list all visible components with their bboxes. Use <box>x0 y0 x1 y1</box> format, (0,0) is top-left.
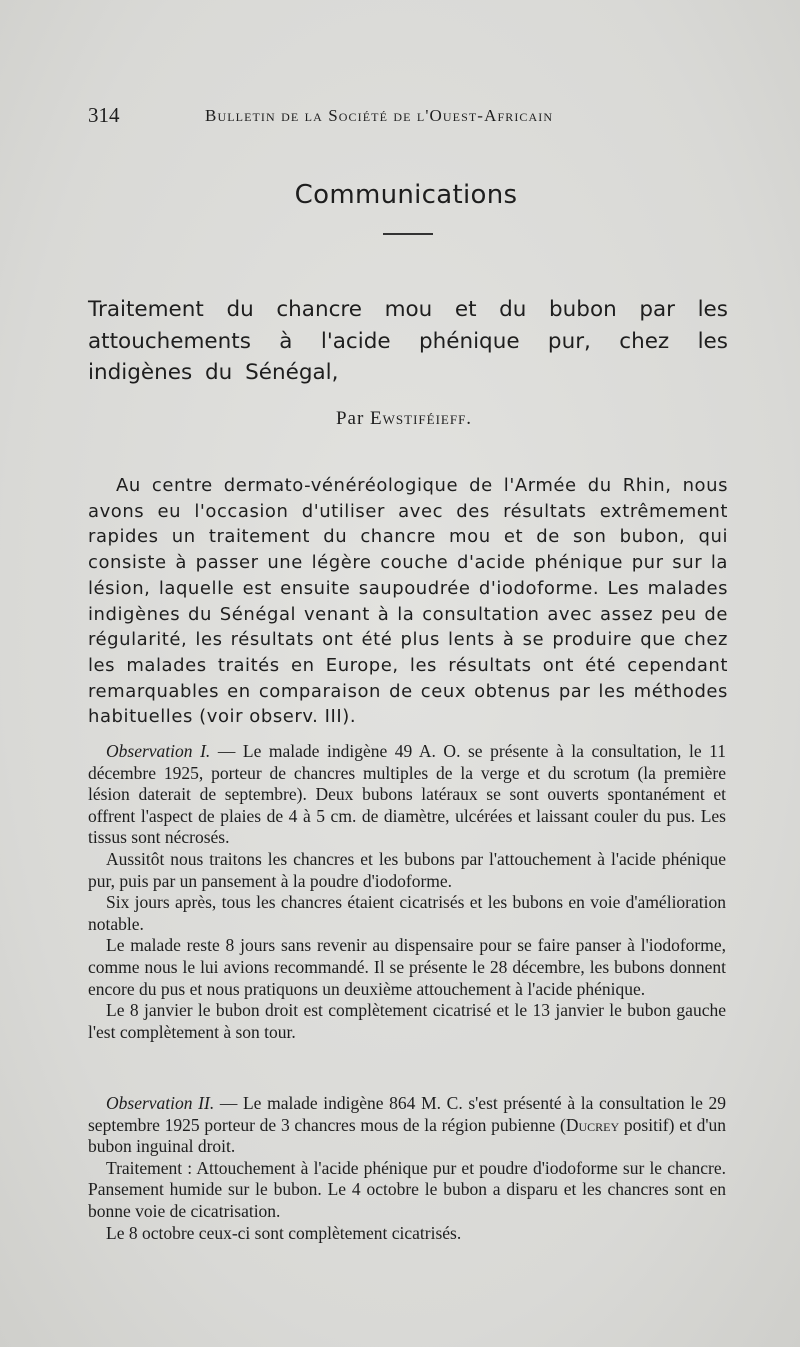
ducrey-name: Ducrey <box>565 1114 620 1135</box>
author-prefix: Par <box>335 408 365 429</box>
observation-2-text-cont: positif) et d'un bubon inguinal droit. <box>88 1114 726 1157</box>
observation-1-paragraph: Aussitôt nous traitons les chancres et les bubons par l'attouchement à l'acide phénique pur, puis par un pansement à la poudre d'iodoforme. <box>88 848 726 891</box>
observation-1-paragraph <box>88 741 726 849</box>
observation-1-text: — Le malade indigène 49 A. O. se présente à la consultation, le 11 décembre 1925, porteur de chancres multiples de la verge et du scrotum (la première lésion daterait de septembre). Deux bubons latéraux se sont ouverts spontanément et offrent l'aspect de plaies de 4 à 5 cm. de diamètre, ulcérées et laissant couler du pus. Les tissus sont nécrosés. <box>88 741 726 848</box>
observation-2 <box>88 1093 726 1244</box>
observation-1-paragraph: Six jours après, tous les chancres étaient cicatrisés et les bubons en voie d'amélioration notable. <box>88 892 726 934</box>
observation-2-label: Observation II. <box>106 1093 215 1113</box>
observation-1-label: Observation I. <box>106 741 211 761</box>
author-name: Ewstiféieff. <box>370 408 473 429</box>
intro-paragraph: Au centre dermato-vénéréologique de l'Armée du Rhin, nous avons eu l'occasion d'utiliser avec des résultats extrêmement rapides un traitement du chancre mou et de son bubon, qui consiste à passer une légère couche d'acide phénique pur sur la lésion, laquelle est ensuite saupoudrée d'iodoforme. Les malades indigènes du Sénégal venant à la consultation avec assez peu de régularité, les résultats ont été plus lents à se produire que chez les malades traités en Europe, les résultats ont été cependant remarquables en comparaison de ceux obtenus par les méthodes habituelles (voir observ. III). <box>88 475 728 728</box>
section-divider <box>383 233 433 235</box>
running-header <box>88 103 728 129</box>
author-line <box>0 408 800 430</box>
section-title: Communications <box>294 180 518 210</box>
observation-1-paragraph: Le 8 janvier le bubon droit est complètement cicatrisé et le 13 janvier le bubon gauche l'est complètement à son tour. <box>88 1000 726 1042</box>
observation-1-paragraph: Le malade reste 8 jours sans revenir au dispensaire pour se faire panser à l'iodoforme, comme nous le lui avions recommandé. Il se présente le 28 décembre, les bubons donnent encore du pus et nous pratiquons un deuxième attouchement à l'acide phénique. <box>88 935 726 999</box>
observation-2-paragraph <box>88 1093 726 1158</box>
observation-2-text: — Le malade indigène 864 M. C. s'est présenté à la consultation le 29 septembre 1925 porteur de 3 chancres mous de la région pubienne ( <box>88 1093 726 1135</box>
observation-2-paragraph: Traitement : Attouchement à l'acide phénique pur et poudre d'iodoforme sur le chancre. Pansement humide sur le bubon. Le 4 octobre le bubon a disparu et les chancres sont en bonne voie de cicatrisation. <box>88 1157 726 1221</box>
observation-2-paragraph: Le 8 octobre ceux-ci sont complètement cicatrisés. <box>106 1222 462 1243</box>
article-title: Traitement du chancre mou et du bubon par les attouchements à l'acide phénique pur, chez les indigènes du Sénégal, <box>88 297 728 385</box>
observation-1 <box>88 741 726 1043</box>
page-number: 314 <box>88 103 120 127</box>
journal-title: Bulletin de la Société de l'Ouest-Africain <box>205 106 554 125</box>
